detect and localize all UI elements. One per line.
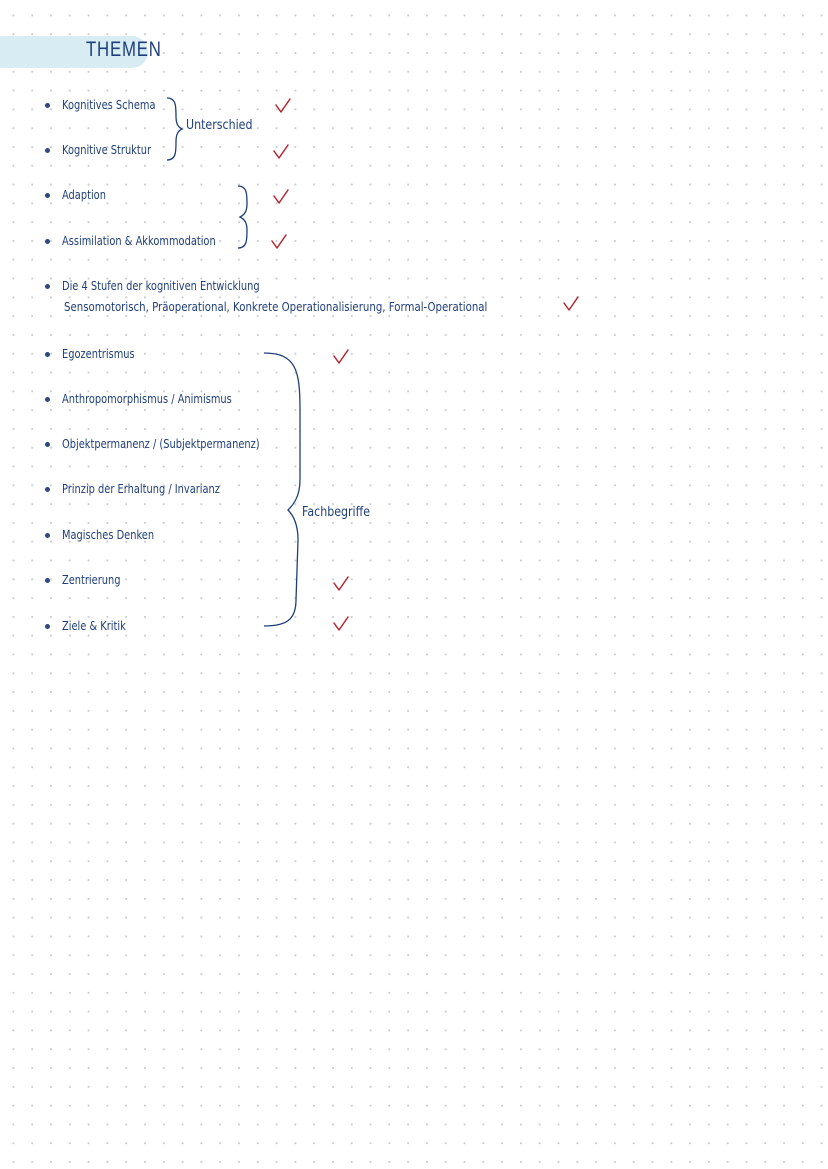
list-item (45, 231, 249, 251)
checkmark-icon (562, 295, 580, 313)
list-item (45, 479, 255, 499)
brace-icon (262, 350, 310, 630)
topic-sub-label: Sensomotorisch, Präoperational, Konkrete Operationalisierung, Formal-Operational (64, 300, 488, 314)
bullet-icon (45, 533, 50, 538)
list-item (45, 185, 116, 205)
list-item (45, 570, 133, 590)
topic-label: Objektpermanenz / (Subjektpermanenz) (62, 437, 260, 451)
bullet-icon (45, 442, 50, 447)
page-title: THEMEN (86, 38, 162, 61)
topic-label: Die 4 Stufen der kognitiven Entwicklung (62, 279, 260, 293)
topic-label: Prinzip der Erhaltung / Invarianz (62, 482, 220, 496)
brace-icon (234, 184, 254, 250)
topic-label: Zentrierung (62, 573, 121, 587)
checkmark-icon (332, 575, 350, 593)
checkmark-icon (332, 615, 350, 633)
bullet-icon (45, 578, 50, 583)
topic-label: Kognitives Schema (62, 98, 156, 112)
topic-label: Assimilation & Akkommodation (62, 234, 216, 248)
topic-label: Egozentrismus (62, 347, 135, 361)
group-label-fachbegriffe: Fachbegriffe (302, 505, 371, 520)
topic-label: Kognitive Struktur (62, 143, 152, 157)
topic-label: Ziele & Kritik (62, 619, 126, 633)
checkmark-icon (274, 97, 292, 115)
bullet-icon (45, 624, 50, 629)
list-item (45, 616, 140, 636)
bullet-icon (45, 193, 50, 198)
bullet-icon (45, 239, 50, 244)
topic-label: Anthropomorphismus / Animismus (62, 392, 232, 406)
list-item (45, 140, 171, 160)
brace-icon (164, 96, 184, 162)
checkmark-icon (332, 348, 350, 366)
checkmark-icon (270, 233, 288, 251)
topic-label: Adaption (62, 188, 106, 202)
checkmark-icon (272, 188, 290, 206)
list-item (45, 344, 151, 364)
checkmark-icon (272, 143, 290, 161)
bullet-icon (45, 487, 50, 492)
bullet-icon (45, 352, 50, 357)
topic-label: Magisches Denken (62, 528, 155, 542)
bullet-icon (45, 148, 50, 153)
list-item (45, 95, 176, 115)
list-item (45, 525, 174, 545)
list-item (45, 389, 269, 409)
bullet-icon (45, 103, 50, 108)
bullet-icon (45, 284, 50, 289)
list-item (45, 276, 303, 296)
bullet-icon (45, 397, 50, 402)
group-label-unterschied: Unterschied (186, 118, 253, 133)
